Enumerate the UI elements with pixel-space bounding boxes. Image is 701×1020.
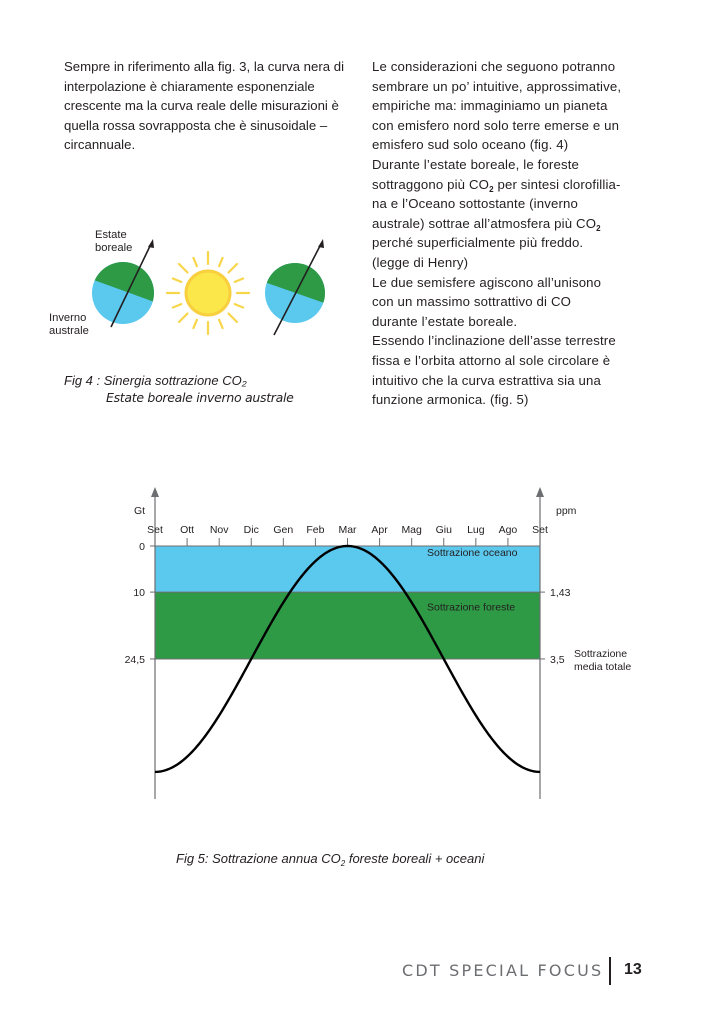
right-paragraph-line: perché superficialmente più freddo. — [372, 235, 584, 251]
sun-icon — [167, 252, 249, 334]
left-paragraph: Sempre in riferimento alla fig. 3, la curva nera di interpolazione è chiaramente esponenziale crescente ma la curva reale delle misurazioni è quella rossa sovrapposta che è sinusoidale – circannuale. — [64, 59, 344, 153]
sun-ray — [229, 314, 237, 322]
right-paragraph-line: funzione armonica. (fig. 5) — [372, 392, 529, 408]
right-axis-arrow — [536, 487, 544, 497]
fig4-caption-line2: Estate boreale inverno australe — [106, 390, 294, 405]
month-label: Ott — [180, 524, 195, 536]
month-label: Gen — [273, 524, 294, 536]
right-paragraph — [372, 57, 662, 410]
right-paragraph-line: fissa e l’orbita attorno al sole circolare è — [372, 352, 611, 368]
subscript: 2 — [489, 184, 494, 194]
right-paragraph-line: empiriche ma: immaginiamo un pianeta — [372, 98, 608, 114]
subscript: 2 — [596, 223, 601, 233]
band-label: Sottrazione oceano — [427, 547, 518, 560]
label-inverno-line2: australe — [49, 325, 89, 337]
month-label: Set — [532, 524, 548, 536]
sun-ray — [193, 320, 196, 328]
month-label: Mar — [338, 524, 357, 536]
right-paragraph-line: intuitivo che la curva estrattiva sia una — [372, 372, 601, 388]
right-tick-label: 3,5 — [550, 653, 565, 666]
sun-ray — [173, 278, 181, 281]
sun-ray — [179, 314, 187, 322]
right-paragraph-line: Essendo l’inclinazione dell’asse terrestre — [372, 333, 616, 349]
month-label: Lug — [467, 524, 485, 536]
fig4-caption-line1: Fig 4 : Sinergia sottrazione CO₂ — [64, 373, 247, 388]
right-paragraph-line: emisfero sud solo oceano (fig. 4) — [372, 137, 569, 153]
month-label: Nov — [209, 524, 229, 536]
right-paragraph-line: con un massimo sottrattivo di CO — [372, 294, 572, 310]
right-paragraph-line: sembrare un po’ intuitive, approssimative, — [372, 78, 622, 94]
fig5-caption-text-end: foreste boreali + oceani — [345, 851, 485, 866]
sun-ray — [219, 258, 222, 266]
sun-ray — [229, 264, 237, 272]
left-axis-arrow — [151, 487, 159, 497]
left-tick-label: 0 — [139, 541, 145, 553]
sun-ray — [179, 264, 187, 272]
month-label: Feb — [306, 524, 325, 536]
label-inverno-line1: Inverno — [49, 312, 87, 324]
left-tick-label: 24,5 — [124, 653, 145, 666]
sun-ray — [219, 320, 222, 328]
label-inverno — [49, 312, 89, 338]
right-axis-label: ppm — [556, 505, 577, 517]
month-label: Dic — [243, 524, 259, 536]
right-paragraph-line: durante l’estate boreale. — [372, 313, 518, 329]
right-paragraph-line: australe) sottrae all’atmosfera più $CO_2$ — [372, 215, 601, 233]
figure-5-chart — [0, 480, 701, 825]
right-paragraph-line: na e l’Oceano sottostante (inverno — [372, 196, 578, 212]
right-paragraph-line: (legge di Henry) — [372, 254, 469, 270]
right-paragraph-line: sottraggono più $CO_2$ per sintesi clorofillia- — [372, 176, 621, 194]
footer-divider — [609, 957, 611, 985]
right-paragraph-line: Le considerazioni che seguono potranno — [372, 59, 616, 74]
right-tick-label: 1,43 — [550, 587, 571, 600]
sun-ray — [235, 278, 243, 281]
month-label: Mag — [401, 524, 422, 536]
sun-ray — [173, 304, 181, 307]
sun-ray — [193, 258, 196, 266]
globe-right — [250, 239, 330, 335]
figure-4 — [40, 220, 340, 350]
label-estate — [95, 229, 132, 255]
right-paragraph-line: Durante l’estate boreale, le foreste — [372, 156, 579, 172]
chart-svg — [0, 480, 701, 820]
right-paragraph-line: con emisfero nord solo terre emerse e un — [372, 117, 620, 133]
left-axis-label: Gt — [134, 505, 146, 517]
page-number: 13 — [624, 961, 642, 978]
fig5-caption-sub: 2 — [340, 859, 346, 868]
fig5-caption — [176, 851, 484, 866]
fig5-caption-text: Fig 5: Sottrazione annua CO — [176, 851, 341, 866]
month-label: Apr — [371, 524, 388, 536]
footer-brand: CDT SPECIAL FOCUS — [402, 961, 604, 980]
month-label: Ago — [498, 524, 518, 536]
month-label: Set — [147, 524, 163, 536]
sun-ray — [235, 304, 243, 307]
left-tick-label: 10 — [133, 587, 145, 600]
band-label: Sottrazione foreste — [427, 601, 516, 614]
label-estate-line1: Estate — [95, 229, 127, 241]
month-label: Giu — [435, 524, 452, 536]
right-note-line2: media totale — [574, 660, 632, 673]
label-estate-line2: boreale — [95, 242, 133, 254]
right-paragraph-line: Le due semisfere agiscono all’unisono — [372, 274, 602, 290]
right-note-line1: Sottrazione — [574, 647, 628, 660]
